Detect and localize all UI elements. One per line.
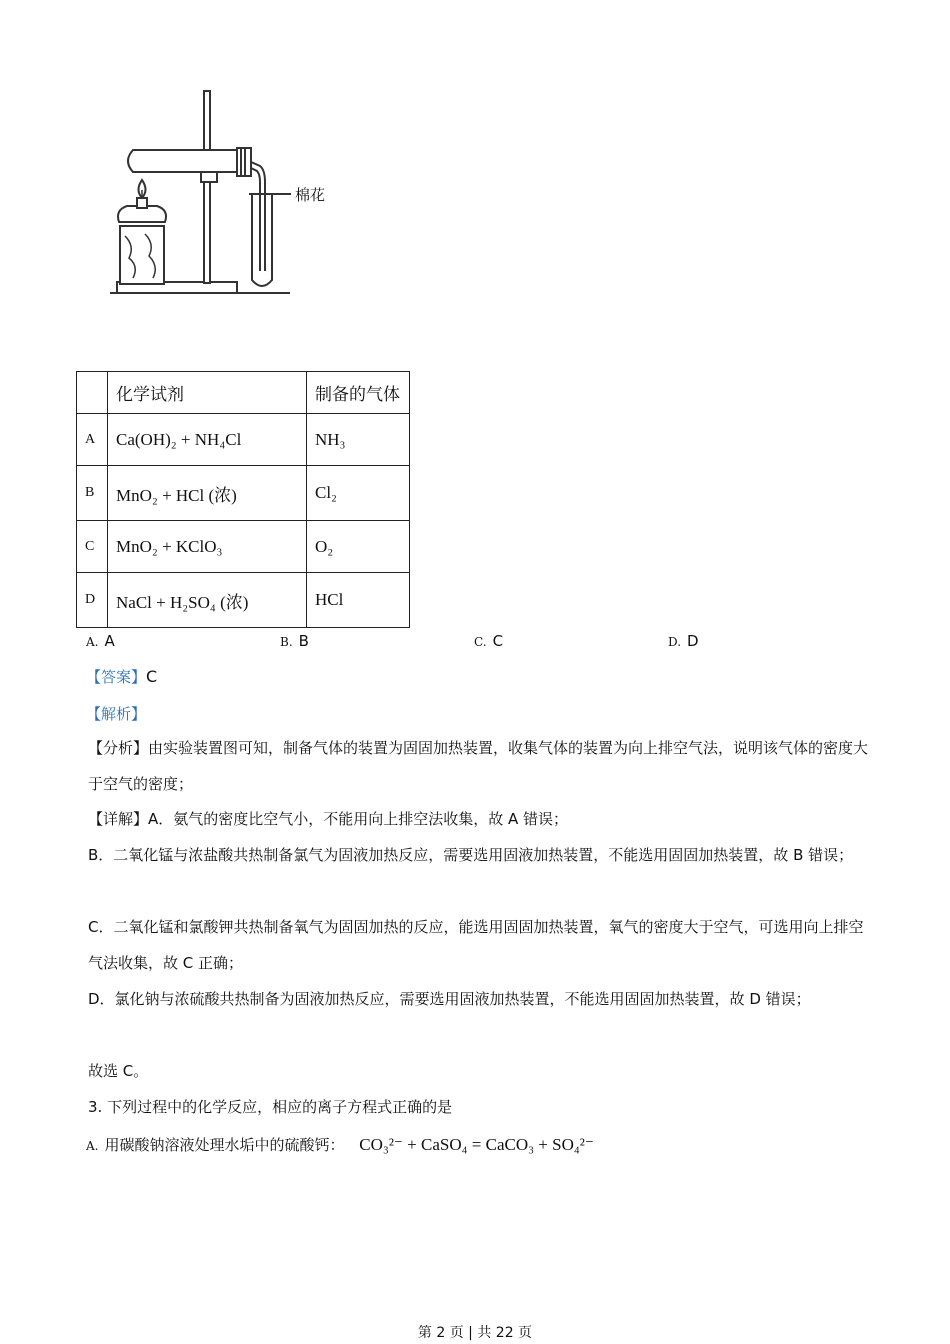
option-a-key: A. xyxy=(86,635,99,649)
q3-option-a-equation: CO₃²⁻ + CaSO₄ = CaCO₃ + SO₄²⁻ xyxy=(359,1135,594,1154)
option-b-value: B xyxy=(298,632,309,650)
row-reagent: NaCl + H₂SO₄ (浓) xyxy=(108,573,307,628)
detail-paragraph: 【详解】A．氨气的密度比空气小，不能用向上排空法收集，故 A 错误； xyxy=(88,810,569,828)
table-row xyxy=(77,521,410,573)
row-reagent: Ca(OH)₂ + NH₄Cl xyxy=(108,414,307,466)
option-d[interactable] xyxy=(668,632,699,650)
answer-value: C xyxy=(146,667,158,686)
row-reagent: MnO₂ + KClO₃ xyxy=(108,521,307,573)
question-number: 3. xyxy=(88,1098,103,1116)
option-c-key: C. xyxy=(474,635,487,649)
option-b-key: B. xyxy=(280,635,293,649)
row-label: B xyxy=(77,466,108,521)
table-row xyxy=(77,466,410,521)
apparatus-figure xyxy=(105,86,345,301)
reagent-table xyxy=(76,371,410,628)
question-3-option-a[interactable] xyxy=(86,1134,594,1155)
row-gas: Cl₂ xyxy=(307,466,410,521)
detail-d-paragraph: D．氯化钠与浓硫酸共热制备为固液加热反应，需要选用固液加热装置，不能选用固固加热装置，故 D 错误； xyxy=(88,990,811,1008)
table-row xyxy=(77,414,410,466)
row-gas: O₂ xyxy=(307,521,410,573)
option-c-value: C xyxy=(492,632,504,650)
option-d-value: D xyxy=(687,632,699,650)
cotton-label: 棉花 xyxy=(295,186,326,204)
conclusion-paragraph: 故选 C。 xyxy=(88,1062,149,1080)
table-header-corner xyxy=(77,372,108,414)
option-d-key: D. xyxy=(668,635,682,649)
page-footer: 第 2 页 | 共 22 页 xyxy=(417,1325,533,1341)
table-row xyxy=(77,573,410,628)
analysis-paragraph: 【分析】由实验装置图可知，制备气体的装置为固固加热装置，收集气体的装置为向上排空气法，说明该气体的密度大于空气的密度； xyxy=(88,739,869,793)
q3-option-a-text: 用碳酸钠溶液处理水垢中的硫酸钙： xyxy=(104,1136,345,1154)
option-c[interactable] xyxy=(474,632,503,650)
row-label: D xyxy=(77,573,108,628)
row-label: A xyxy=(77,414,108,466)
option-a-value: A xyxy=(104,632,115,650)
question-stem: 下列过程中的化学反应，相应的离子方程式正确的是 xyxy=(107,1098,453,1116)
row-label: C xyxy=(77,521,108,573)
analysis-tag: 【解析】 xyxy=(86,705,147,723)
option-a[interactable] xyxy=(86,632,115,650)
option-b[interactable] xyxy=(280,632,309,650)
row-reagent: MnO₂ + HCl (浓) xyxy=(108,466,307,521)
question-3 xyxy=(88,1096,452,1117)
q3-option-a-key: A. xyxy=(86,1139,99,1153)
detail-c-paragraph: C．二氧化锰和氯酸钾共热制备氧气为固固加热的反应，能选用固固加热装置，氧气的密度大于空气，可选用向上排空气法收集，故 C 正确； xyxy=(88,918,864,972)
table-header-row xyxy=(77,372,410,414)
answer-line xyxy=(86,666,157,687)
table-header-gas: 制备的气体 xyxy=(307,372,410,414)
row-gas: NH₃ xyxy=(307,414,410,466)
table-header-reagent: 化学试剂 xyxy=(108,372,307,414)
answer-tag: 【答案】 xyxy=(86,668,147,686)
detail-b-paragraph: B．二氧化锰与浓盐酸共热制备氯气为固液加热反应，需要选用固液加热装置，不能选用固固加热装置，故 B 错误； xyxy=(88,846,854,864)
row-gas: HCl xyxy=(307,573,410,628)
